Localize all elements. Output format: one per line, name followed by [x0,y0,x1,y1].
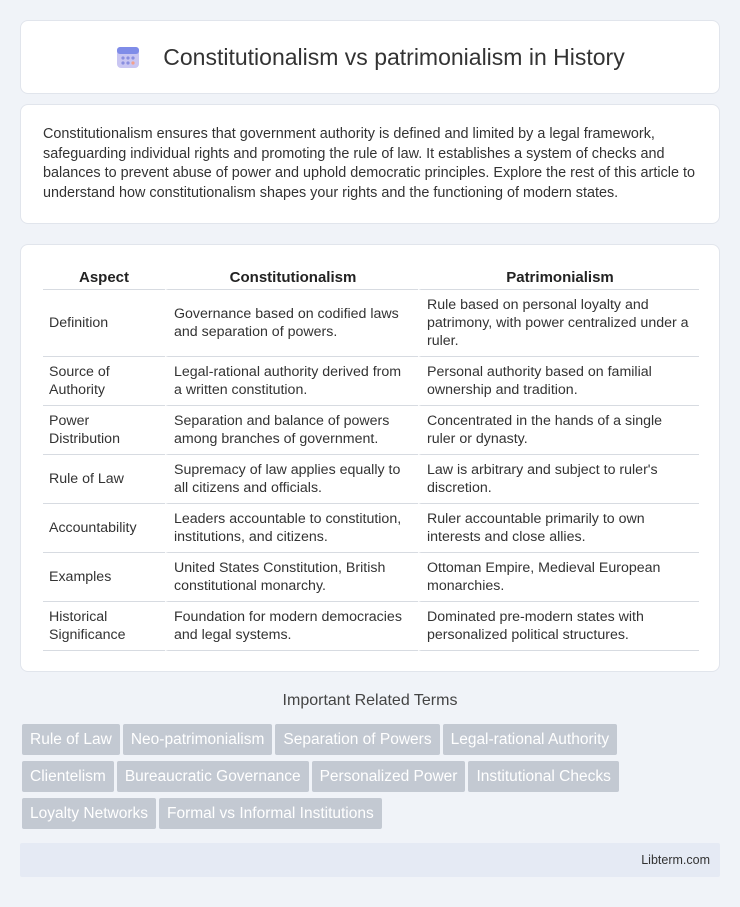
related-terms-title: Important Related Terms [282,692,458,709]
table-row [43,553,699,602]
table-row [43,406,699,455]
patrimonialism-cell: Personal authority based on familial ownership and tradition. [418,357,699,406]
term-tag[interactable]: Legal-rational Authority [443,724,618,755]
comparison-table [43,265,699,651]
header-card [20,20,720,94]
constitutionalism-cell: Supremacy of law applies equally to all citizens and officials. [165,455,418,504]
patrimonialism-cell: Dominated pre-modern states with personalized political structures. [418,602,699,651]
constitutionalism-cell: Separation and balance of powers among branches of government. [165,406,418,455]
patrimonialism-cell: Rule based on personal loyalty and patrimony, with power centralized under a ruler. [418,290,699,357]
aspect-cell: Accountability [43,504,165,553]
table-row [43,357,699,406]
constitutionalism-cell: Legal-rational authority derived from a written constitution. [165,357,418,406]
column-header-aspect: Aspect [43,265,165,290]
patrimonialism-cell: Ruler accountable primarily to own interests and close allies. [418,504,699,553]
comparison-table-card [20,244,720,672]
aspect-cell: Rule of Law [43,455,165,504]
term-tag[interactable]: Personalized Power [312,761,466,792]
constitutionalism-cell: Leaders accountable to constitution, institutions, and citizens. [165,504,418,553]
term-tag[interactable]: Formal vs Informal Institutions [159,798,382,829]
aspect-cell: Power Distribution [43,406,165,455]
constitutionalism-cell: Governance based on codified laws and separation of powers. [165,290,418,357]
column-header-patrimonialism: Patrimonialism [418,265,699,290]
table-row [43,504,699,553]
column-header-constitutionalism: Constitutionalism [165,265,418,290]
calendar-icon [115,44,141,70]
intro-card [20,104,720,224]
aspect-cell: Historical Significance [43,602,165,651]
page-title: Constitutionalism vs patrimonialism in History [163,43,625,70]
aspect-cell: Examples [43,553,165,602]
patrimonialism-cell: Law is arbitrary and subject to ruler's discretion. [418,455,699,504]
constitutionalism-cell: Foundation for modern democracies and legal systems. [165,602,418,651]
patrimonialism-cell: Ottoman Empire, Medieval European monarchies. [418,553,699,602]
related-terms-list [22,724,702,835]
term-tag[interactable]: Rule of Law [22,724,120,755]
aspect-cell: Definition [43,290,165,357]
patrimonialism-cell: Concentrated in the hands of a single ruler or dynasty. [418,406,699,455]
constitutionalism-cell: United States Constitution, British constitutional monarchy. [165,553,418,602]
intro-text: Constitutionalism ensures that government authority is defined and limited by a legal framework, safeguarding individual rights and promoting the rule of law. It establishes a system of checks and balances to prevent abuse of power and uphold democratic principles. Explore the rest of this article to understand how constitutionalism shapes your rights and the functioning of modern states. [43,126,695,201]
footer [20,843,720,877]
footer-site-link[interactable]: Libterm.com [641,853,710,867]
table-row [43,455,699,504]
table-row [43,290,699,357]
term-tag[interactable]: Bureaucratic Governance [117,761,309,792]
term-tag[interactable]: Loyalty Networks [22,798,156,829]
term-tag[interactable]: Separation of Powers [275,724,439,755]
term-tag[interactable]: Clientelism [22,761,114,792]
table-row [43,602,699,651]
term-tag[interactable]: Neo-patrimonialism [123,724,273,755]
aspect-cell: Source of Authority [43,357,165,406]
term-tag[interactable]: Institutional Checks [468,761,618,792]
